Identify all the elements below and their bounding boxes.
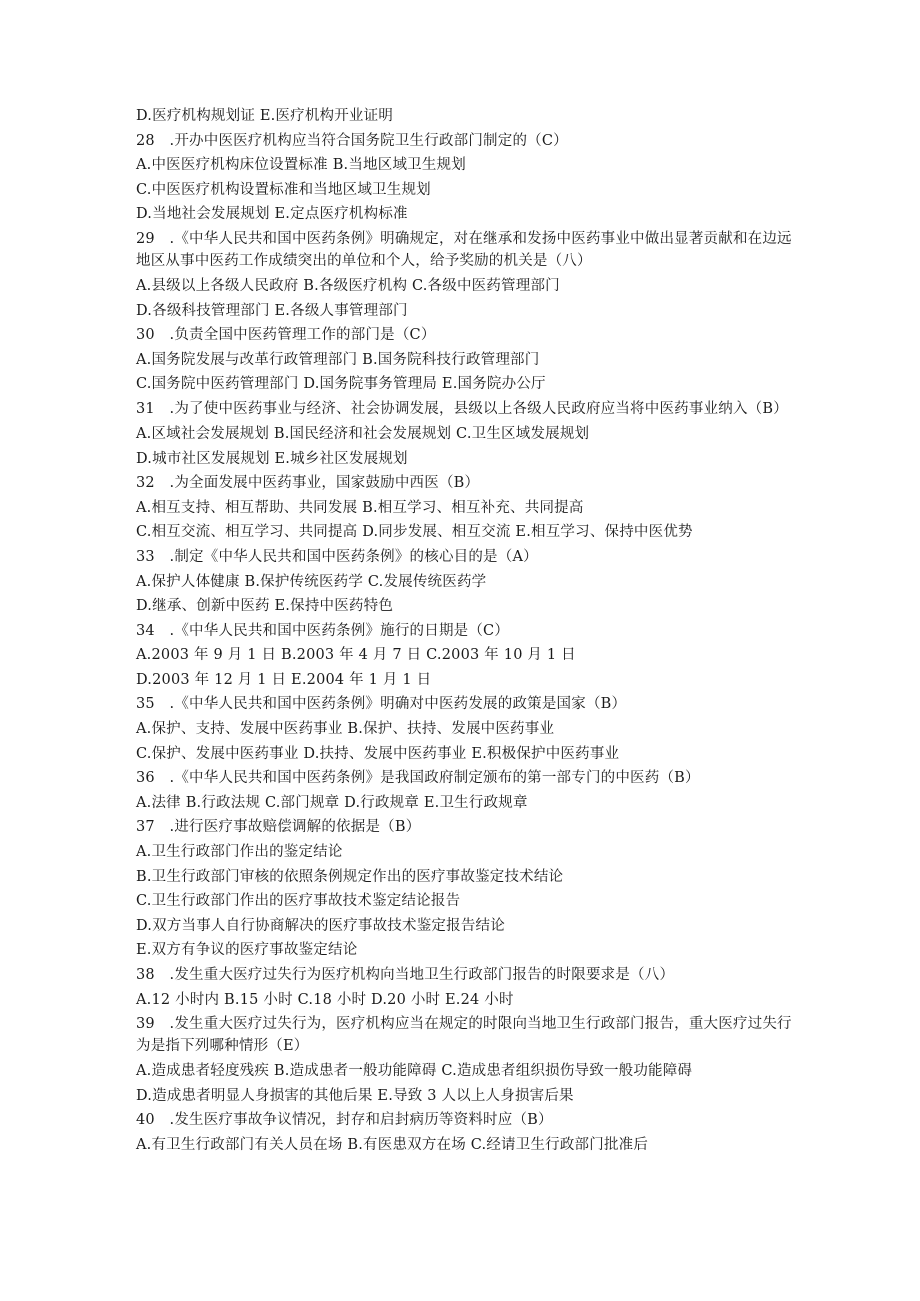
question-40: 40 .发生医疗事故争议情况，封存和启封病历等资料时应（B） [136, 1112, 553, 1129]
answer-option: E.双方有争议的医疗事故鉴定结论 [136, 942, 358, 959]
answer-options: A.相互支持、相互帮助、共同发展 B.相互学习、相互补充、共同提高 [136, 499, 584, 516]
answer-options: A.区域社会发展规划 B.国民经济和社会发展规划 C.卫生区域发展规划 [136, 425, 590, 442]
answer-options: D.继承、创新中医药 E.保持中医药特色 [136, 598, 394, 615]
question-28: 28 .开办中医医疗机构应当符合国务院卫生行政部门制定的（C） [136, 132, 568, 149]
answer-options: A.保护、支持、发展中医药事业 B.保护、扶持、发展中医药事业 [136, 721, 555, 738]
answer-options: C.相互交流、相互学习、共同提高 D.同步发展、相互交流 E.相互学习、保持中医优势 [136, 524, 693, 541]
answer-options: C.国务院中医药管理部门 D.国务院事务管理局 E.国务院办公厅 [136, 376, 546, 393]
answer-option: A.卫生行政部门作出的鉴定结论 [136, 844, 343, 861]
answer-options: A.中医医疗机构床位设置标准 B.当地区域卫生规划 [136, 157, 466, 174]
answer-option: B.卫生行政部门审核的依照条例规定作出的医疗事故鉴定技术结论 [136, 868, 564, 885]
question-39: 39 .发生重大医疗过失行为，医疗机构应当在规定的时限向当地卫生行政部门报告，重大医疗过失行为是指下列哪种情形（E） [136, 1016, 792, 1055]
answer-options: D.当地社会发展规划 E.定点医疗机构标准 [136, 206, 408, 223]
answer-options: A.有卫生行政部门有关人员在场 B.有医患双方在场 C.经请卫生行政部门批准后 [136, 1136, 649, 1153]
question-36: 36 .《中华人民共和国中医药条例》是我国政府制定颁布的第一部专门的中医药（B） [136, 770, 700, 787]
answer-options: D.2003 年 12 月 1 日 E.2004 年 1 月 1 日 [136, 671, 432, 688]
question-32: 32 .为全面发展中医药事业，国家鼓励中西医（B） [136, 475, 480, 492]
question-34: 34 .《中华人民共和国中医药条例》施行的日期是（C） [136, 622, 510, 639]
answer-options: A.造成患者轻度残疾 B.造成患者一般功能障碍 C.造成患者组织损伤导致一般功能障碍 [136, 1063, 693, 1080]
question-38: 38 .发生重大医疗过失行为医疗机构向当地卫生行政部门报告的时限要求是（八） [136, 967, 675, 983]
answer-options: A.2003 年 9 月 1 日 B.2003 年 4 月 7 日 C.2003 年 10 月 1 日 [136, 647, 576, 664]
question-35: 35 .《中华人民共和国中医药条例》明确对中医药发展的政策是国家（B） [136, 696, 627, 713]
question-33: 33 .制定《中华人民共和国中医药条例》的核心目的是（A） [136, 548, 538, 565]
question-30: 30 .负责全国中医药管理工作的部门是（C） [136, 327, 436, 344]
answer-options: C.中医医疗机构设置标准和当地区域卫生规划 [136, 181, 431, 198]
answer-options: A.法律 B.行政法规 C.部门规章 D.行政规章 E.卫生行政规章 [136, 794, 528, 811]
answer-options: A.保护人体健康 B.保护传统医药学 C.发展传统医药学 [136, 573, 487, 590]
answer-options: D.造成患者明显人身损害的其他后果 E.导致 3 人以上人身损害后果 [136, 1087, 574, 1104]
question-29: 29 .《中华人民共和国中医药条例》明确规定，对在继承和发扬中医药事业中做出显著贡献和在边远地区从事中医药工作成绩突出的单位和个人，给予奖励的机关是（八） [136, 230, 792, 269]
document-page [136, 104, 796, 1158]
answer-option: D.双方当事人自行协商解决的医疗事故技术鉴定报告结论 [136, 917, 505, 934]
answer-options: C.保护、发展中医药事业 D.扶持、发展中医药事业 E.积极保护中医药事业 [136, 745, 620, 762]
answer-options: A.12 小时内 B.15 小时 C.18 小时 D.20 小时 E.24 小时 [136, 991, 514, 1008]
answer-option: C.卫生行政部门作出的医疗事故技术鉴定结论报告 [136, 893, 461, 910]
answer-options: A.县级以上各级人民政府 B.各级医疗机构 C.各级中医药管理部门 [136, 277, 560, 294]
question-31: 31 .为了使中医药事业与经济、社会协调发展，县级以上各级人民政府应当将中医药事业纳入（B） [136, 400, 788, 417]
answer-options: D.医疗机构规划证 E.医疗机构开业证明 [136, 108, 394, 124]
answer-options: D.城市社区发展规划 E.城乡社区发展规划 [136, 450, 408, 467]
question-37: 37 .进行医疗事故赔偿调解的依据是（B） [136, 819, 421, 836]
answer-options: D.各级科技管理部门 E.各级人事管理部门 [136, 302, 408, 319]
answer-options: A.国务院发展与改革行政管理部门 B.国务院科技行政管理部门 [136, 351, 540, 368]
